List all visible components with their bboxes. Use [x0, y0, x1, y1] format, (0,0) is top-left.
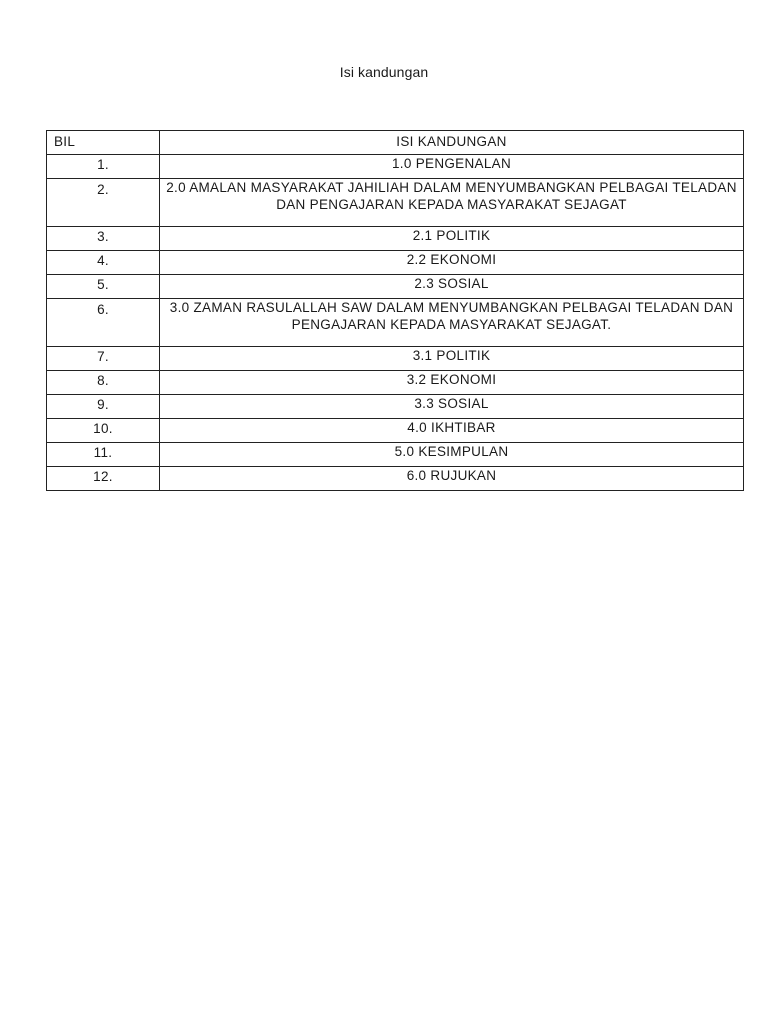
table-row: [47, 227, 744, 251]
table-row: [47, 395, 744, 419]
row-content: 4.0 IKHTIBAR: [160, 419, 744, 443]
row-number: 3.: [47, 227, 160, 251]
row-content: 3.1 POLITIK: [160, 347, 744, 371]
column-header-isi-kandungan: ISI KANDUNGAN: [160, 131, 744, 155]
row-number: 12.: [47, 467, 160, 491]
row-number: 4.: [47, 251, 160, 275]
row-number: 11.: [47, 443, 160, 467]
row-number: 6.: [47, 299, 160, 347]
table-header-row: [47, 131, 744, 155]
row-number: 2.: [47, 179, 160, 227]
row-number: 9.: [47, 395, 160, 419]
row-content: 1.0 PENGENALAN: [160, 155, 744, 179]
row-content: 2.2 EKONOMI: [160, 251, 744, 275]
row-number: 1.: [47, 155, 160, 179]
row-number: 5.: [47, 275, 160, 299]
table-row: [47, 467, 744, 491]
row-content: 6.0 RUJUKAN: [160, 467, 744, 491]
row-content: 2.3 SOSIAL: [160, 275, 744, 299]
table-row: [47, 443, 744, 467]
row-number: 7.: [47, 347, 160, 371]
column-header-bil: BIL: [47, 131, 160, 155]
row-content: 2.0 AMALAN MASYARAKAT JAHILIAH DALAM MENYUMBANGKAN PELBAGAI TELADAN DAN PENGAJARAN KEPADA MASYARAKAT SEJAGAT: [160, 179, 744, 227]
contents-table: [46, 130, 744, 491]
row-number: 10.: [47, 419, 160, 443]
row-content: 3.0 ZAMAN RASULALLAH SAW DALAM MENYUMBANGKAN PELBAGAI TELADAN DAN PENGAJARAN KEPADA MASYARAKAT SEJAGAT.: [160, 299, 744, 347]
table-row: [47, 179, 744, 227]
table-row: [47, 275, 744, 299]
row-content: 5.0 KESIMPULAN: [160, 443, 744, 467]
row-content: 3.3 SOSIAL: [160, 395, 744, 419]
table-row: [47, 347, 744, 371]
table-row: [47, 251, 744, 275]
row-content: 2.1 POLITIK: [160, 227, 744, 251]
table-row: [47, 419, 744, 443]
table-row: [47, 371, 744, 395]
page-title: Isi kandungan: [339, 64, 429, 80]
table-row: [47, 299, 744, 347]
table-row: [47, 155, 744, 179]
row-number: 8.: [47, 371, 160, 395]
row-content: 3.2 EKONOMI: [160, 371, 744, 395]
